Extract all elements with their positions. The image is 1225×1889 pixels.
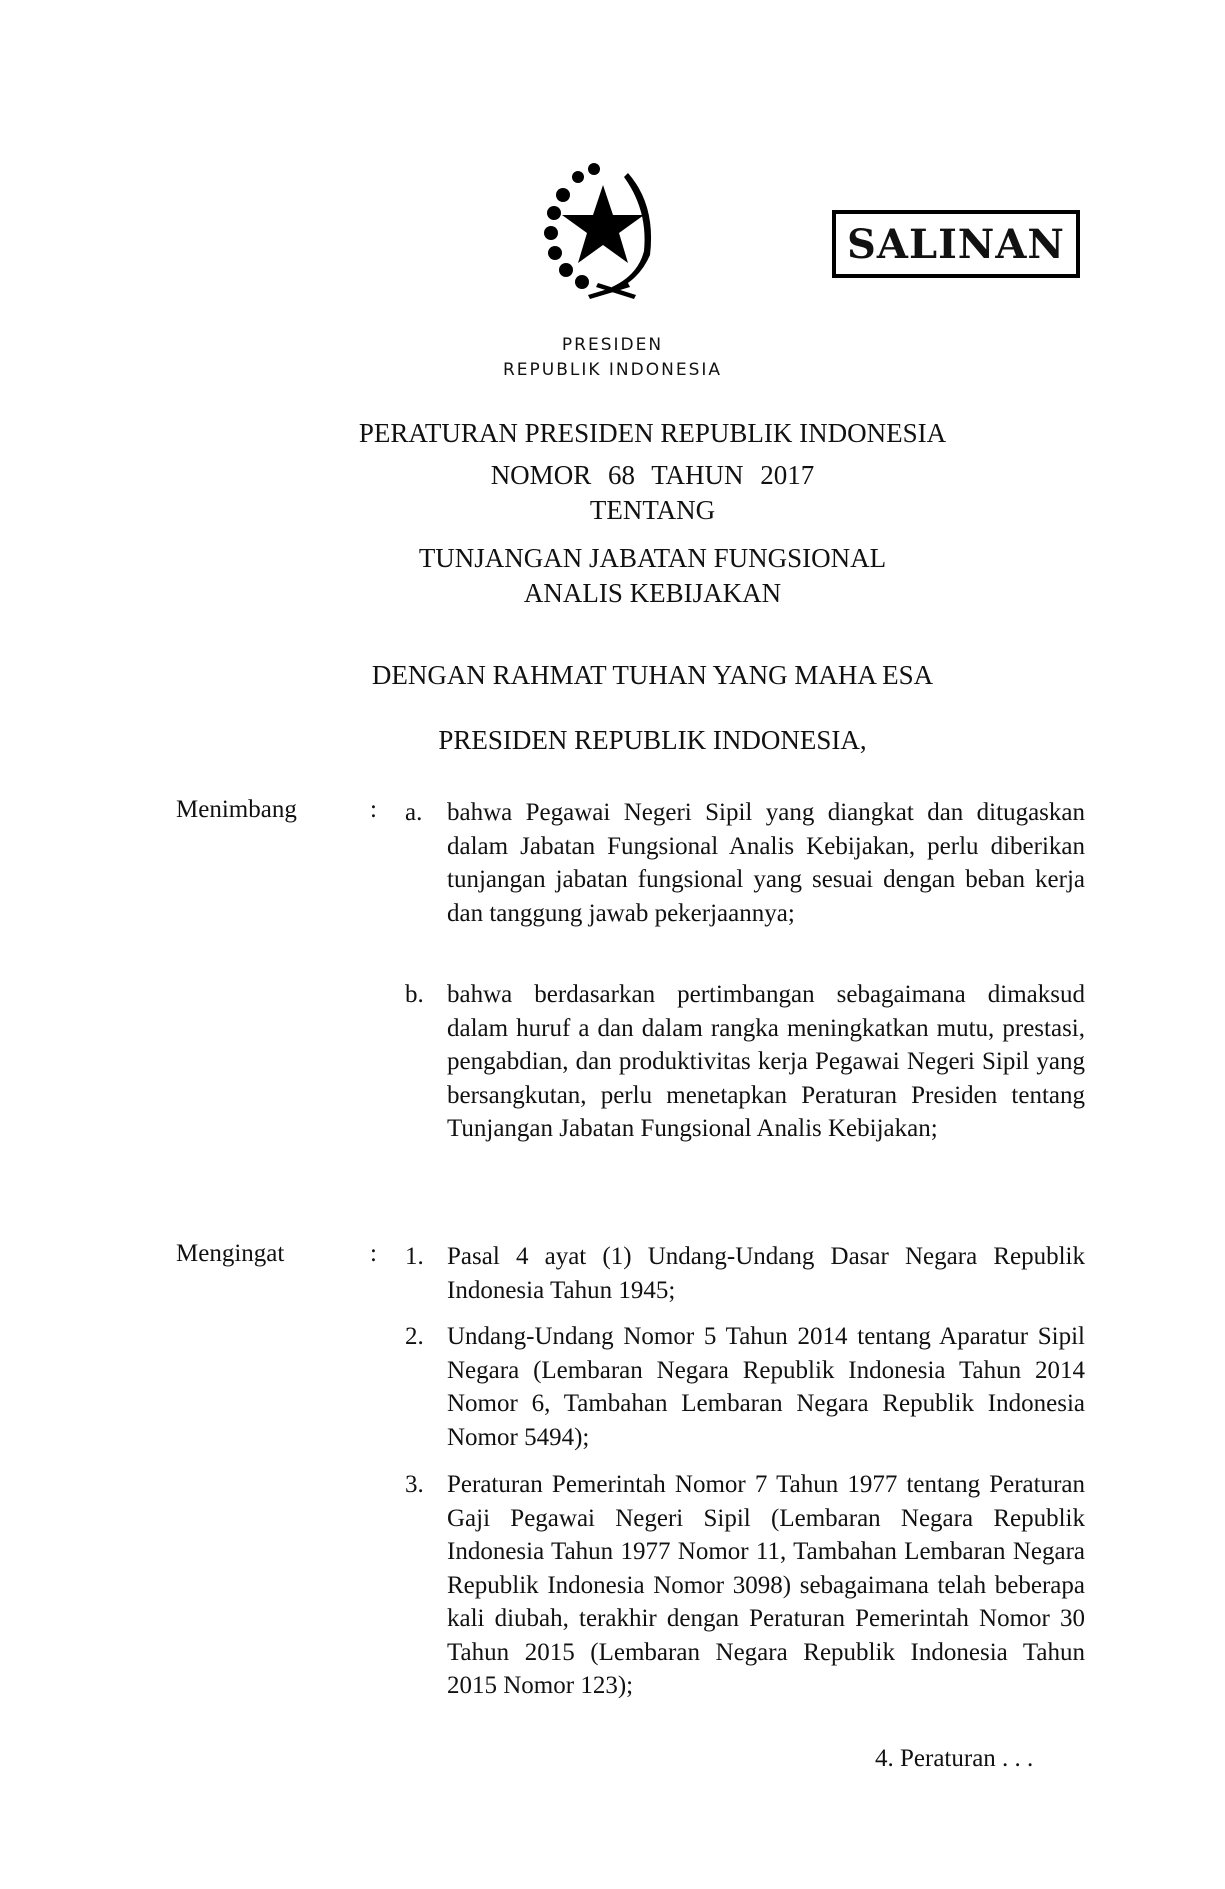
mengingat-colon: : [370,1240,377,1267]
continuation-marker: 4. Peraturan . . . [875,1745,1034,1772]
item-text: Pasal 4 ayat (1) Undang-Undang Dasar Negara Republik Indonesia Tahun 1945; [447,1243,1085,1304]
menimbang-item-b [405,978,1085,1146]
invocation: DENGAN RAHMAT TUHAN YANG MAHA ESA [371,660,934,690]
item-marker: 2. [405,1323,424,1350]
mengingat-item-1 [405,1240,1085,1307]
institution-line-1: PRESIDEN [561,335,664,355]
authority: PRESIDEN REPUBLIK INDONESIA, [438,725,867,755]
menimbang-item-a [405,796,1085,930]
item-marker: 3. [405,1471,424,1498]
mengingat-item-2 [405,1320,1085,1454]
item-text: Undang-Undang Nomor 5 Tahun 2014 tentang Aparatur Sipil Negara (Lembaran Negara Republik Indonesia Tahun 2014 Nomor 6, Tambahan Lembaran Negara Republik Indonesia Nomor 5494); [447,1323,1085,1451]
regulation-about: TENTANG [589,495,716,525]
item-text: bahwa berdasarkan pertimbangan sebagaimana dimaksud dalam huruf a dan dalam rangka meningkatkan mutu, prestasi, pengabdian, dan produktivitas kerja Pegawai Negeri Sipil yang bersangkutan, perlu menetapkan Peraturan Presiden tentang Tunjangan Jabatan Fungsional Analis Kebijakan; [447,981,1085,1142]
menimbang-label: Menimbang [176,796,297,823]
salinan-stamp: SALINAN [832,210,1080,278]
regulation-subject-2: ANALIS KEBIJAKAN [523,578,782,608]
item-text: bahwa Pegawai Negeri Sipil yang diangkat dan ditugaskan dalam Jabatan Fungsional Analis Kebijakan, perlu diberikan tunjangan jabatan fungsional yang sesuai dengan beban kerja dan tanggung jawab pekerjaannya; [447,799,1085,927]
regulation-number: NOMOR 68 TAHUN 2017 [490,460,815,490]
institution-line-2: REPUBLIK INDONESIA [502,360,723,380]
item-marker: b. [405,981,424,1008]
mengingat-item-3 [405,1468,1085,1703]
item-marker: 1. [405,1243,424,1270]
mengingat-label: Mengingat [176,1240,285,1267]
regulation-title: PERATURAN PRESIDEN REPUBLIK INDONESIA [358,418,947,448]
item-marker: a. [405,799,423,826]
item-text: Peraturan Pemerintah Nomor 7 Tahun 1977 tentang Peraturan Gaji Pegawai Negeri Sipil (Lembaran Negara Republik Indonesia Tahun 1977 Nomor 11, Tambahan Lembaran Negara Republik Indonesia Nomor 3098) sebagaimana telah beberapa kali diubah, terakhir dengan Peraturan Pemerintah Nomor 30 Tahun 2015 (Lembaran Negara Republik Indonesia Tahun 2015 Nomor 123); [447,1471,1085,1699]
menimbang-colon: : [370,796,377,823]
garuda-star-emblem-icon [538,155,668,305]
regulation-subject-1: TUNJANGAN JABATAN FUNGSIONAL [418,543,887,573]
